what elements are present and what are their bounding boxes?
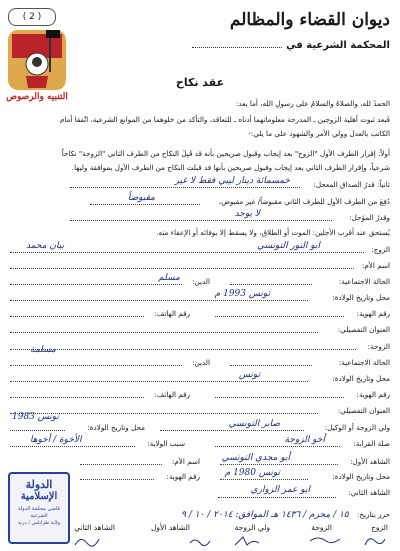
sig-witness1-label: الشاهد الأول xyxy=(150,523,190,532)
guardian-row xyxy=(10,412,390,434)
wife-id-row xyxy=(10,388,390,401)
page-number: ( 2 ) xyxy=(8,8,56,26)
wife-marital-line xyxy=(230,365,312,366)
relation-value: أخو الزوجة xyxy=(284,435,325,445)
husband-mother-line xyxy=(10,268,354,269)
court-title: ديوان القضاء والمظالم xyxy=(229,10,390,30)
husband-birth-row xyxy=(10,291,390,304)
court-subtitle xyxy=(160,40,390,51)
intro-line-2: فَبعد ثبوت أهلية الزوجين ـ المدرجة معلوماتهما أدناه ـ للتعاقد، والتأكد من خلوهما من الموانع الشرعية، اتّفقا أمام xyxy=(59,115,390,124)
stamp-line-1: الدولة xyxy=(25,478,53,491)
witness1-id-label: رقم الهوية: xyxy=(166,472,200,481)
husband-row xyxy=(10,243,390,256)
husband-status-row xyxy=(10,275,390,288)
wife-row xyxy=(10,340,390,353)
date-label: حرر بتاريخ: xyxy=(356,510,390,519)
relation-label: صلة القرابة: xyxy=(353,439,390,448)
witness2-value: ابو عمر الزواري xyxy=(250,485,310,495)
dowry-value: خمسمائة دينار ليبي فقط لا غير xyxy=(174,176,290,186)
wife-phone-line xyxy=(10,397,144,398)
husband-id-label: رقم الهوية: xyxy=(356,309,390,318)
wife-birth-value: تونس xyxy=(238,370,260,380)
sig-guardian-label: ولي الزوجة xyxy=(234,523,270,532)
husband-label: الزوج: xyxy=(371,245,390,254)
court-location-line xyxy=(192,47,282,48)
husband-phone-label: رقم الهاتف: xyxy=(154,309,190,318)
husband-religion-line xyxy=(10,284,182,285)
husband-mother-value: بيان محمد xyxy=(26,241,64,251)
wife-marital-label: الحالة الاجتماعية: xyxy=(338,358,390,367)
husband-birth-label: محل وتاريخ الولادة: xyxy=(332,293,390,302)
guardian-birth-label: محل وتاريخ الولادة: xyxy=(87,423,145,432)
deferred-row xyxy=(10,211,390,224)
husband-address-line xyxy=(10,332,318,333)
witness1-birth-label: محل وتاريخ الولادة: xyxy=(332,472,390,481)
wife-address-label: العنوان التفصيلي: xyxy=(337,406,390,415)
wife-birth-line xyxy=(10,381,308,382)
husband-value: ابو النور التونسي xyxy=(257,241,320,251)
wife-line xyxy=(10,349,356,350)
guardianship-label: سبب الولاية: xyxy=(147,439,185,448)
dowry-row xyxy=(10,178,390,191)
stamp-line-3: قاضي محكمة الدولة الشرعية xyxy=(18,506,60,519)
witness1-row xyxy=(10,455,390,468)
emblem-caption: التنبيه والرصوص xyxy=(6,92,68,102)
husband-id-line xyxy=(215,316,344,317)
sig-wife-label: الزوجة xyxy=(311,523,332,532)
husband-mother-row xyxy=(10,259,390,272)
witness2-label: الشاهد الثاني: xyxy=(348,488,390,497)
guardian-birth-value: تونس 1983 xyxy=(12,412,59,422)
intro-line-3: الكاتب بالعدل وولي الأمر والشهود على ما يلي:- xyxy=(248,129,390,138)
guardian-relation-row xyxy=(10,437,390,450)
deferred-value: لا يوجد xyxy=(234,209,260,219)
husband-birth-value: تونس 1993 م xyxy=(214,289,270,299)
court-subtitle-text: المحكمة الشرعية في xyxy=(286,40,390,51)
paid-label: دُفِعَ من الطرف الأول للطرف الثاني مقبوضاً/ غير مقبوض، xyxy=(218,197,390,206)
deferred-line xyxy=(70,220,332,221)
wife-religion-label: الدين: xyxy=(192,358,210,367)
wife-religion-line xyxy=(10,365,182,366)
date-row xyxy=(78,510,390,520)
stamp-line-2: الإسلامية xyxy=(20,491,58,502)
document-title: عقد نكاح xyxy=(175,76,225,89)
husband-mother-label: اسم الأم: xyxy=(361,261,390,270)
husband-religion-value: مسلم xyxy=(158,273,180,283)
deferred-note: يُستحق عند أقرب الأجلين: الموت أو الطلاق، ولا يسقط إلا بوفائه أو الإعفاء منه. xyxy=(156,228,390,237)
sig-husband-label: الزوج xyxy=(371,523,388,532)
paid-row xyxy=(10,195,390,208)
wife-religion-value: مسلمة xyxy=(30,345,56,355)
guardian-birth-line xyxy=(10,430,65,431)
intro-line-4: أولاً: إقرار الطرف الأول "الزوج" بعد إيجاب وقبول صريحين بأنه قد قَبِلَ النكاح من الطرف الثاني "الزوجة" نكاحاً xyxy=(61,149,390,158)
deferred-label: وقدرُ المؤجل: xyxy=(349,213,390,222)
wife-phone-label: رقم الهاتف: xyxy=(154,390,190,399)
witness1-id-line xyxy=(80,479,154,480)
husband-phone-line xyxy=(10,316,144,317)
wife-id-line xyxy=(215,397,344,398)
paid-value: مقبوضاً xyxy=(127,193,155,203)
stamp-line-4: ولاية طرابلس / درنة xyxy=(17,520,61,526)
signature-marks xyxy=(70,533,390,549)
intro-greeting: الحمدُ لله، والصلاةُ والسلامُ على رسولِ الله، أما بعد: xyxy=(235,99,390,108)
dowry-label: ثانياً: قدرُ الصداق المعجل: xyxy=(313,180,390,189)
official-stamp xyxy=(8,472,70,546)
husband-religion-label: الدين: xyxy=(192,277,210,286)
guardian-label: ولي الزوجة أو الوكيل: xyxy=(324,423,390,432)
husband-id-row xyxy=(10,307,390,320)
date-value: ١٥ / محرم / ١٤٣٦ هـ الموافق: ٢٠١٤ / ١٠ / ٩ xyxy=(181,510,349,520)
guardian-value: صابر التونسي xyxy=(228,419,280,429)
wife-address-row xyxy=(10,404,390,417)
husband-address-row xyxy=(10,323,390,336)
witness1-mother-line xyxy=(80,464,162,465)
husband-marital-label: الحالة الاجتماعية: xyxy=(338,277,390,286)
witness1-birth-value: تونس 1980 م xyxy=(224,468,280,478)
witness2-line xyxy=(218,497,336,498)
witness1-mother-label: اسم الأم: xyxy=(171,457,200,466)
wife-birth-label: محل وتاريخ الولادة: xyxy=(332,374,390,383)
wife-id-label: رقم الهوية: xyxy=(356,390,390,399)
wife-birth-row xyxy=(10,372,390,385)
husband-marital-line xyxy=(230,284,312,285)
sig-witness2-label: الشاهد الثاني xyxy=(74,523,115,532)
guardianship-value: الأخوة / أخوها xyxy=(30,435,82,445)
intro-line-5: شرعياً، وإقرار الطرف الثاني بعد إيجاب وقبول صريحين بأنها قد قبلت النكاح من الطرف الأول بموافقة وليها. xyxy=(71,163,390,172)
witness2-block xyxy=(78,485,390,502)
witness1-label: الشاهد الأول: xyxy=(350,457,390,466)
wife-label: الزوجة: xyxy=(367,342,390,351)
husband-address-label: العنوان التفصيلي: xyxy=(337,325,390,334)
witness1-value: أبو مجدي التونسي xyxy=(221,453,290,463)
